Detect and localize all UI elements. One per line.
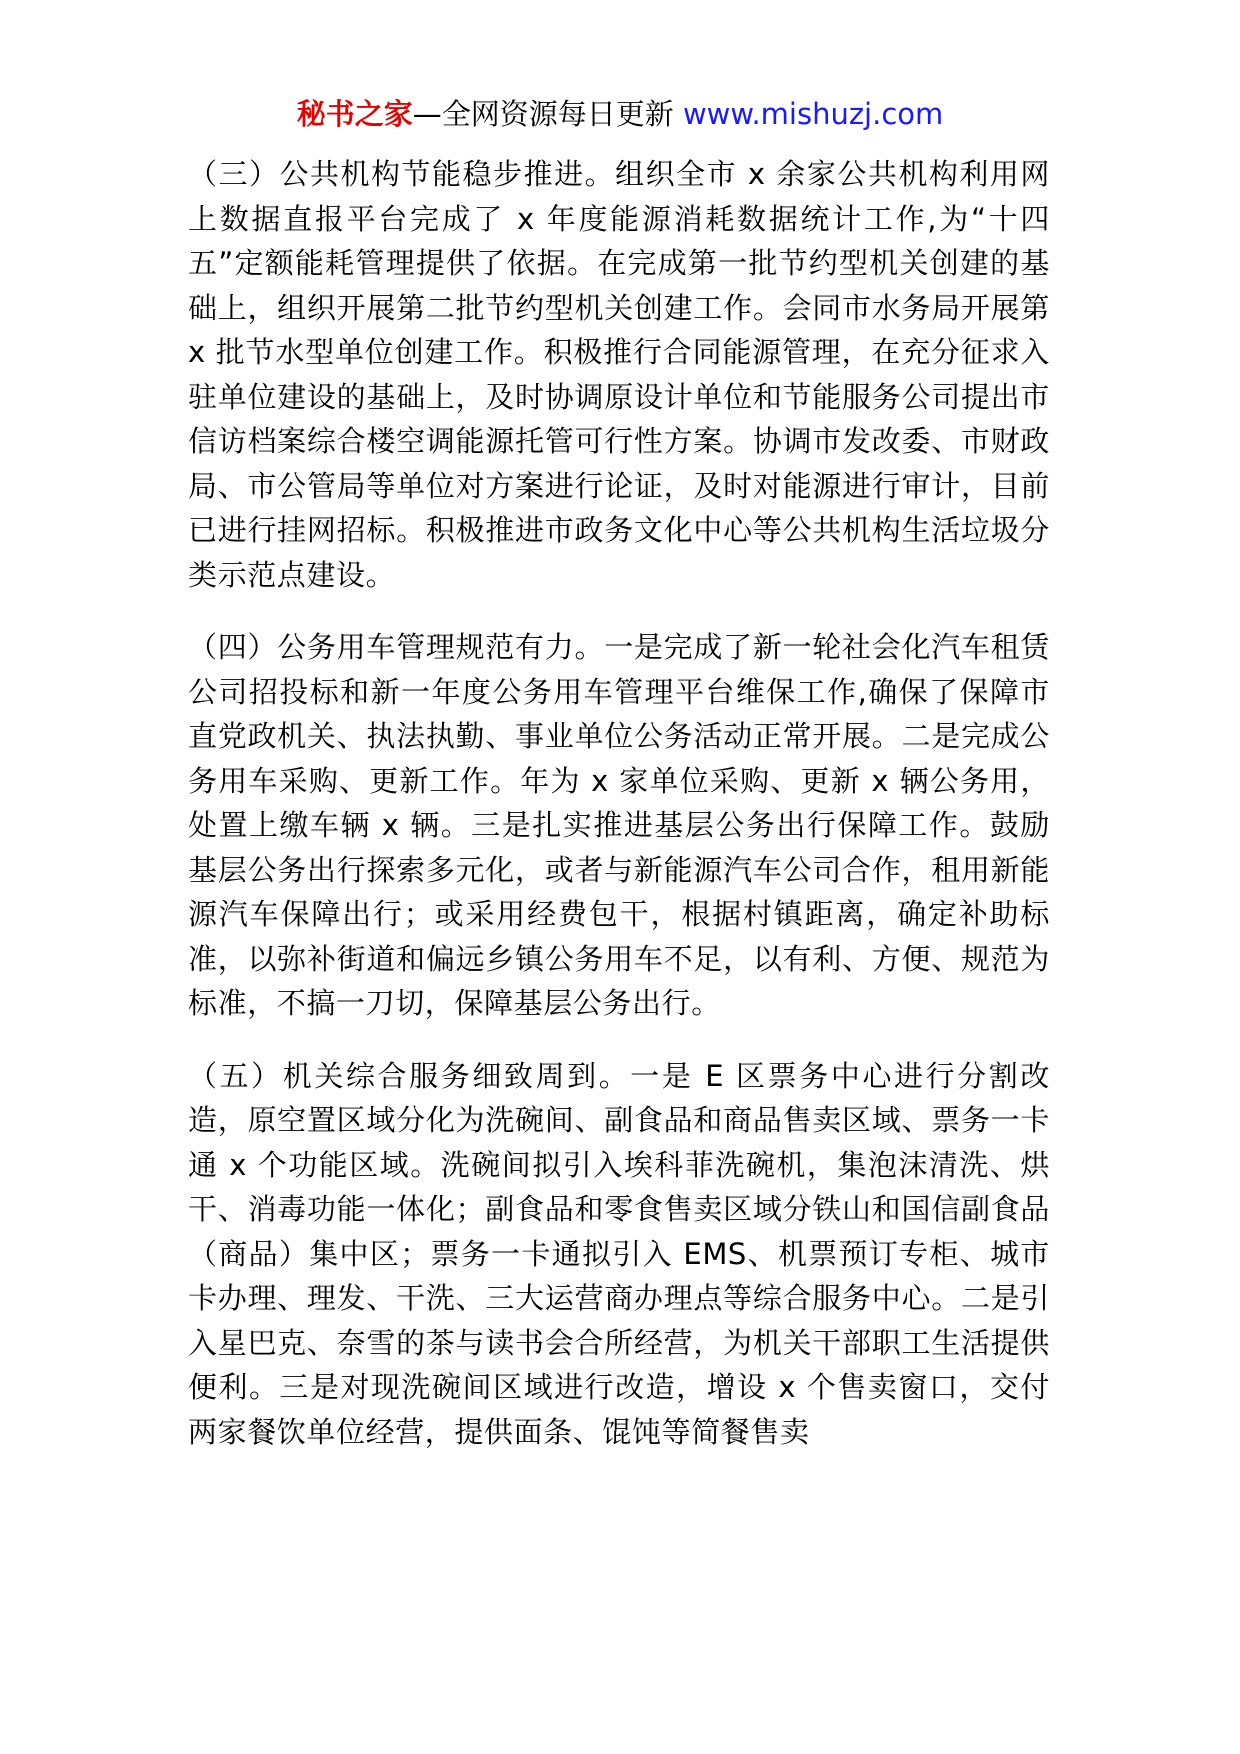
paragraph-comprehensive-services: （五）机关综合服务细致周到。一是 E 区票务中心进行分割改造，原空置区域分化为洗碗间、副食品和商品售卖区域、票务一卡通 x 个功能区域。洗碗间拟引入埃科菲洗碗机，集泡沫清洗、烘干、消毒功能一体化；副食品和零食售卖区域分铁山和国信副食品（商品）集中区；票务一卡通拟引入 EMS、机票预订专柜、城市卡办理、理发、干洗、三大运营商办理点等综合服务中心。二是引入星巴克、奈雪的茶与读书会合所经营，为机关干部职工生活提供便利。三是对现洗碗间区域进行改造，增设 x 个售卖窗口，交付两家餐饮单位经营，提供面条、馄饨等简餐售卖 — [188, 1058, 1050, 1449]
paragraph-public-institutions: （三）公共机构节能稳步推进。组织全市 x 余家公共机构利用网上数据直报平台完成了 x 年度能源消耗数据统计工作,为“十四五”定额能耗管理提供了依据。在完成第一批节约型机关创建的基础上，组织开展第二批节约型机关创建工作。会同市水务局开展第 x 批节水型单位创建工作。积极推行合同能源管理，在充分征求入驻单位建设的基础上，及时协调原设计单位和节能服务公司提出市信访档案综合楼空调能源托管可行性方案。协调市发改委、市财政局、市公管局等单位对方案进行论证，及时对能源进行审计，目前已进行挂网招标。积极推进市政务文化中心等公共机构生活垃圾分类示范点建设。 — [188, 157, 1050, 592]
site-tagline: —全网资源每日更新 — [412, 97, 683, 131]
document-body — [188, 152, 1050, 1454]
site-url-link[interactable]: www.mishuzj.com — [682, 97, 944, 131]
brand-name: 秘书之家 — [296, 97, 413, 131]
site-header — [0, 94, 1240, 134]
paragraph-official-vehicles: （四）公务用车管理规范有力。一是完成了新一轮社会化汽车租赁公司招投标和新一年度公务用车管理平台维保工作,确保了保障市直党政机关、执法执勤、事业单位公务活动正常开展。二是完成公务用车采购、更新工作。年为 x 家单位采购、更新 x 辆公务用，处置上缴车辆 x 辆。三是扎实推进基层公务出行保障工作。鼓励基层公务出行探索多元化，或者与新能源汽车公司合作，租用新能源汽车保障出行；或采用经费包干，根据村镇距离，确定补助标准，以弥补街道和偏远乡镇公务用车不足，以有利、方便、规范为标准，不搞一刀切，保障基层公务出行。 — [188, 630, 1050, 1020]
